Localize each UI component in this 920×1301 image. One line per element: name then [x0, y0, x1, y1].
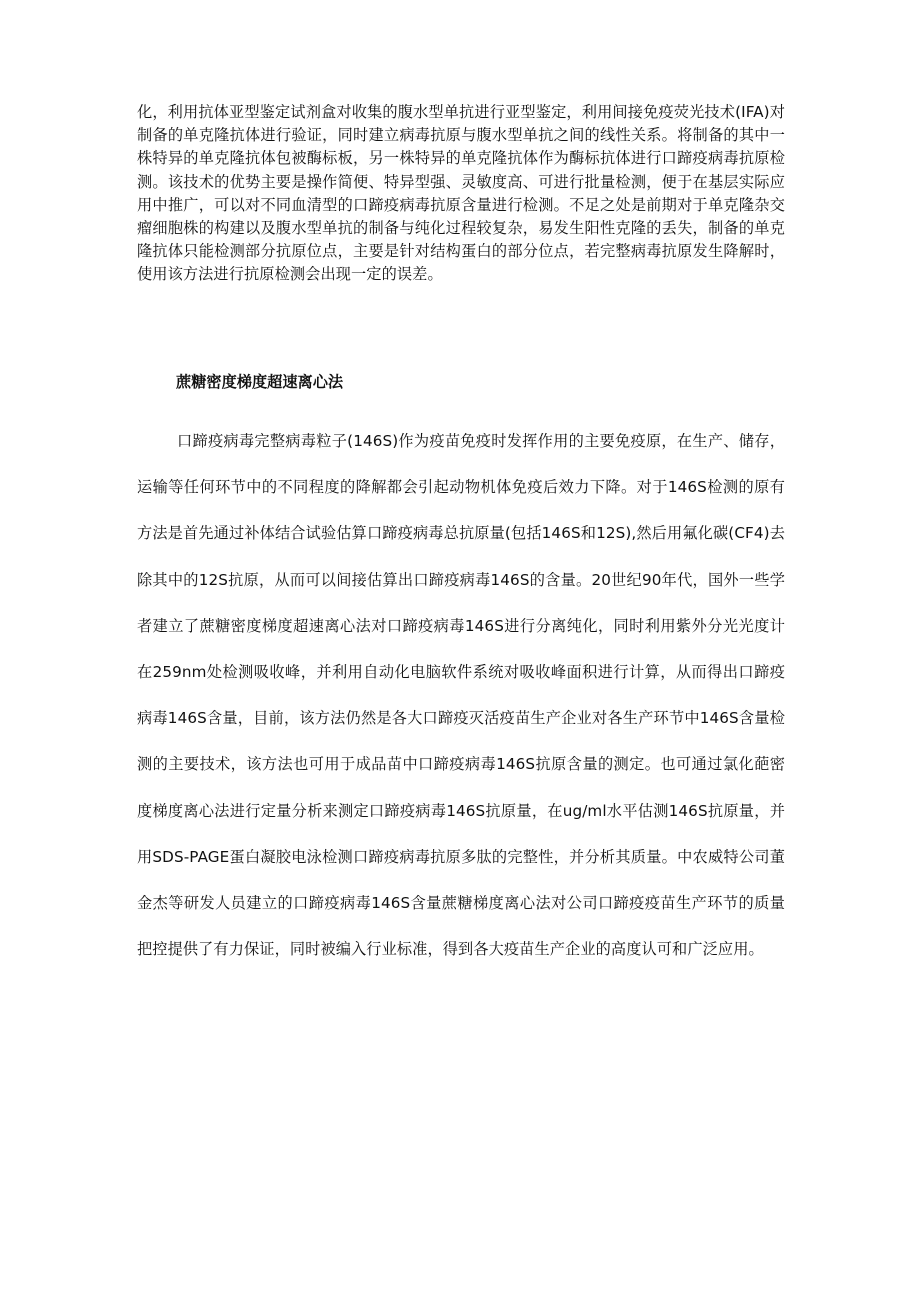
section-heading: 蔗糖密度梯度超速离心法 [176, 373, 344, 391]
intro-paragraph: 化，利用抗体亚型鉴定试剂盒对收集的腹水型单抗进行亚型鉴定，利用间接免疫荧光技术(IFA)对制备的单克隆抗体进行验证，同时建立病毒抗原与腹水型单抗之间的线性关系。将制备的其中一株特异的单克隆抗体包被酶标板，另一株特异的单克隆抗体作为酶标抗体进行口蹄疫病毒抗原检测。该技术的优势主要是操作简便、特异型强、灵敏度高、可进行批量检测，便于在基层实际应用中推广，可以对不同血清型的口蹄疫病毒抗原含量进行检测。不足之处是前期对于单克隆杂交瘤细胞株的构建以及腹水型单抗的制备与纯化过程较复杂，易发生阳性克隆的丢失，制备的单克隆抗体只能检测部分抗原位点，主要是针对结构蛋白的部分位点，若完整病毒抗原发生降解时，使用该方法进行抗原检测会出现一定的误差。 [137, 103, 785, 284]
body-paragraph: 口蹄疫病毒完整病毒粒子(146S)作为疫苗免疫时发挥作用的主要免疫原，在生产、储存，运输等任何环节中的不同程度的降解都会引起动物机体免疫后效力下降。对于146S检测的原有方法是首先通过补体结合试验估算口蹄疫病毒总抗原量(包括146S和12S),然后用氟化碳(CF4)去除其中的12S抗原，从而可以间接估算出口蹄疫病毒146S的含量。20世纪90年代，国外一些学者建立了蔗糖密度梯度超速离心法对口蹄疫病毒146S进行分离纯化，同时利用紫外分光光度计在259nm处检测吸收峰，并利用自动化电脑软件系统对吸收峰面积进行计算，从而得出口蹄疫病毒146S含量，目前，该方法仍然是各大口蹄疫灭活疫苗生产企业对各生产环节中146S含量检测的主要技术，该方法也可用于成品苗中口蹄疫病毒146S抗原含量的测定。也可通过氯化葩密度梯度离心法进行定量分析来测定口蹄疫病毒146S抗原量，在ug/ml水平估测146S抗原量，并用SDS-PAGE蛋白凝胶电泳检测口蹄疫病毒抗原多肽的完整性，并分析其质量。中农威特公司董金杰等研发人员建立的口蹄疫病毒146S含量蔗糖梯度离心法对公司口蹄疫疫苗生产环节的质量把控提供了有力保证，同时被编入行业标准，得到各大疫苗生产企业的高度认可和广泛应用。 [137, 432, 785, 959]
